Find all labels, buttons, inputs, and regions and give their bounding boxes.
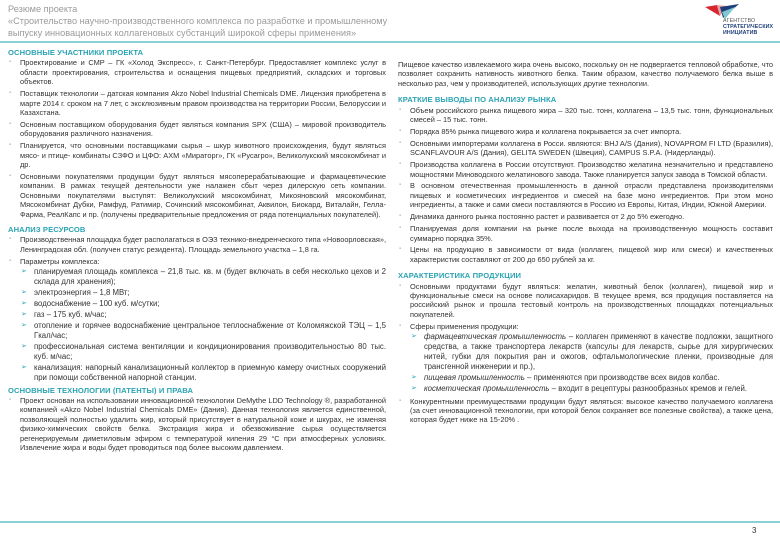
list-item: ▪ Планируется, что основными поставщиками сырья – шкур животного происхождения, будут являться мясо- и птице- комбинаты СЗФО и ЦФО: АХМ «Мираторг», ГК «Русагро», Великолукский мясокомбинат и др. bbox=[8, 141, 386, 169]
list-item: ▪ Производственная площадка будет располагаться в ОЭЗ технико-внедренческого типа «Новоорловская», Ленинградская обл. (получен статус резидента). Площадь земельного участка – 1,8 га. bbox=[8, 235, 386, 254]
sphere-name: пищевая промышленность bbox=[424, 373, 525, 383]
left-column bbox=[8, 46, 386, 455]
right-column bbox=[398, 60, 773, 427]
sphere-text: – коллаген применяют в качестве подложки, защитного средства, а также транспортера лекарств (капсулы для лекарств, сырье для хирургических нитей, губки для покрытия ран и ожогов, офтальмологические пленки, производные для трансгенной инженерии и пр.), bbox=[424, 332, 773, 372]
parameters-sublist bbox=[20, 267, 386, 383]
technologies-heading: ОСНОВНЫЕ ТЕХНОЛОГИИ (ПАТЕНТЫ) И ПРАВА bbox=[8, 385, 194, 395]
sub-list-item: ➢ планируемая площадь комплекса – 21,8 тыс. кв. м (будет включать в себя несколько цехов и 2 склада для хранения); bbox=[20, 267, 386, 287]
sub-list-item bbox=[410, 384, 773, 394]
sphere-name: косметическая промышленность bbox=[424, 384, 550, 394]
participants-list bbox=[8, 58, 386, 219]
list-item: ▪ Поставщик технологии – датская компания Akzo Nobel Industrial Chemicals DME. Лицензия приобретена в марте 2014 г. сроком на 7 лет, с эксклюзивным правом производства на территории России, Белоруссии и Казахстана. bbox=[8, 89, 386, 117]
list-item: ▪ Производства коллагена в России отсутствуют. Производство желатина незначительно и представлено мощностями Миноводского желатинового завода. Также планируется запуск завода в Томской области. bbox=[398, 160, 773, 179]
list-item: ▪ В основном отечественная промышленность в данной отрасли представлена производителями пищевых и косметических ингредиентов и смесей на базе моно ингредиентов. При этом моно ингредиенты, а также и сами смеси поставляются в Россию из Европы, Китая, Индии, Южной Америки. bbox=[398, 181, 773, 209]
sub-list-item: ➢ профессиональная система вентиляции и кондиционирования производительностью 80 тыс. куб. м/час; bbox=[20, 342, 386, 362]
list-item: ▪ Основными продуктами будут являться: желатин, животный белок (коллаген), пищевой жир и функциональные смеси на основе полисахаридов. В текущее время, вся продукция поставляется на российский рынок и прошла тестовый контроль на производственных площадках потенциальных покупателей. bbox=[398, 282, 773, 320]
sphere-text: – входит в рецептуры разнообразных кремов и гелей. bbox=[549, 384, 747, 394]
footer-divider bbox=[0, 521, 780, 523]
list-item: ▪ Порядка 85% рынка пищевого жира и коллагена покрывается за счет импорта. bbox=[398, 127, 773, 136]
products-list bbox=[398, 282, 773, 425]
spheres-sublist bbox=[410, 332, 773, 394]
list-item-label: Параметры комплекса: bbox=[20, 256, 100, 266]
page-number: 3 bbox=[752, 526, 757, 535]
list-item: ▪ Проектирование и СМР – ГК «Холод Экспресс», г. Санкт-Петербург. Предоставляет комплекс услуг в области проектирования, строительства и оснащения пищевых предприятий, складских и торговых объектов. bbox=[8, 58, 386, 86]
market-list bbox=[398, 106, 773, 265]
list-item: ▪ Проект основан на использовании инновационной технологии DeMythe LDD Technology ®, разработанной компанией «Akzo Nobel Industrial Chemicals DME» (Дания). Данная технология является единственной, позволяющей полностью удалить жир, который присутствует в натуральной коже и шкурах, не изменяя физико-химических свойств белка. Экстракция жира и обезвоживание сырья осуществляется регенерируемым диметиловым эфиром с температурой кипения 29 °С при атмосферных условиях. Извлечение жира и воды будет проводиться под более высоким давлением. bbox=[8, 396, 386, 452]
header-divider bbox=[0, 41, 780, 43]
resources-list bbox=[8, 235, 386, 383]
sub-list-item: ➢ канализация: напорный канализационный коллектор в приемную камеру очистных сооружений при помощи собственной напорной станции. bbox=[20, 363, 386, 383]
list-item: ▪ Основными импортерами коллагена в Росси. являются: BHJ A/S (Дания), NOVAPROM FI LTD (Бразилия), SCANFLAVOUR A/S (Дания), GELITA SWEDEN (Швеция), CAMPUS S.P.A. (Нидерланды). bbox=[398, 139, 773, 158]
list-item-label: Сферы применения продукции: bbox=[410, 321, 519, 331]
list-item: ▪ Цены на продукцию в зависимости от вида (коллаген, пищевой жир или смеси) и качественных характеристик составляют от 200 до 650 рублей за кг. bbox=[398, 245, 773, 264]
sub-list-item bbox=[410, 332, 773, 372]
market-heading: КРАТКИЕ ВЫВОДЫ ПО АНАЛИЗУ РЫНКА bbox=[398, 95, 557, 105]
sphere-name: фармацевтическая промышленность bbox=[424, 332, 567, 342]
participants-heading: ОСНОВНЫЕ УЧАСТНИКИ ПРОЕКТА bbox=[8, 48, 144, 57]
project-title-line1: «Строительство научно-производственного комплекса по разработке и промышленному bbox=[8, 16, 388, 26]
list-item bbox=[8, 257, 386, 383]
resources-heading: АНАЛИЗ РЕСУРСОВ bbox=[8, 224, 86, 234]
sub-list-item: ➢ электроэнергия – 1,8 МВт; bbox=[20, 288, 386, 298]
list-item bbox=[398, 322, 773, 394]
list-item: ▪ Объем российского рынка пищевого жира – 320 тыс. тонн, коллагена – 13,5 тыс. тонн, функциональных смесей – 15 тыс. тонн. bbox=[398, 106, 773, 125]
products-heading: ХАРАКТЕРИСТИКА ПРОДУКЦИИ bbox=[398, 271, 522, 281]
page-header bbox=[8, 3, 688, 39]
sub-list-item bbox=[410, 373, 773, 383]
intro-paragraph: Пищевое качество извлекаемого жира очень высоко, поскольку он не подвергается тепловой обработке, что позволяет сохранить нативность животного белка. Таким образом, качество получаемого белка выше в несколько раз, чем у производителей, использующих другие технологии. bbox=[398, 60, 773, 88]
sphere-text: – применяются при производстве всех видов колбас. bbox=[524, 373, 720, 383]
technologies-list bbox=[8, 396, 386, 452]
project-title-line2: выпуску инновационных коллагеновых субстанций широкой сферы применения» bbox=[8, 28, 357, 38]
sub-list-item: ➢ водоснабжение – 100 куб. м/сутки; bbox=[20, 299, 386, 309]
list-item: ▪ Динамика данного рынка постоянно растет и развивается от 2 до 5% ежегодно. bbox=[398, 212, 773, 221]
document-label: Резюме проекта bbox=[8, 4, 78, 14]
list-item: ▪ Основными покупателями продукции будут являться мясоперерабатывающие и фармацевтические компании. В рамках текущей деятельности уже налажен сбыт через дилерскую сеть компании. Основными покупателями выступят: Великолукский мясокомбинат, Микояновский мясокомбинат, Мясокомбинат Дубки, Рамфуд, Ратимир, Сочинский мясокомбинат, Аквилон, Биокард, Виталайн, Гелла-Фарма, РеалКапс и пр. (получены предварительные предложения от ряда потенциальных покупателей). bbox=[8, 172, 386, 219]
list-item: ▪ Планируемая доля компании на рынке после выхода на производственную мощность составит суммарно порядка 35%. bbox=[398, 224, 773, 243]
list-item: ▪ Конкурентными преимуществами продукции будут являться: высокое качество получаемого коллагена (за счет инновационной технологии, при которой белок сохраняет все полезные свойства), а также цена, которая будет ниже на 15-20% . bbox=[398, 397, 773, 425]
sub-list-item: ➢ газ – 175 куб. м/час; bbox=[20, 310, 386, 320]
list-item: ▪ Основным поставщиком оборудования будет являться компания SPX (США) – мировой производитель оборудования различного назначения. bbox=[8, 120, 386, 139]
sub-list-item: ➢ отопление и горячее водоснабжение центральное теплоснабжение от Коломяжской ТЭЦ – 1,5 Гкал/час; bbox=[20, 321, 386, 341]
logo-text: АГЕНТСТВО СТРАТЕГИЧЕСКИХ ИНИЦИАТИВ bbox=[723, 18, 774, 36]
agency-logo bbox=[703, 4, 775, 40]
